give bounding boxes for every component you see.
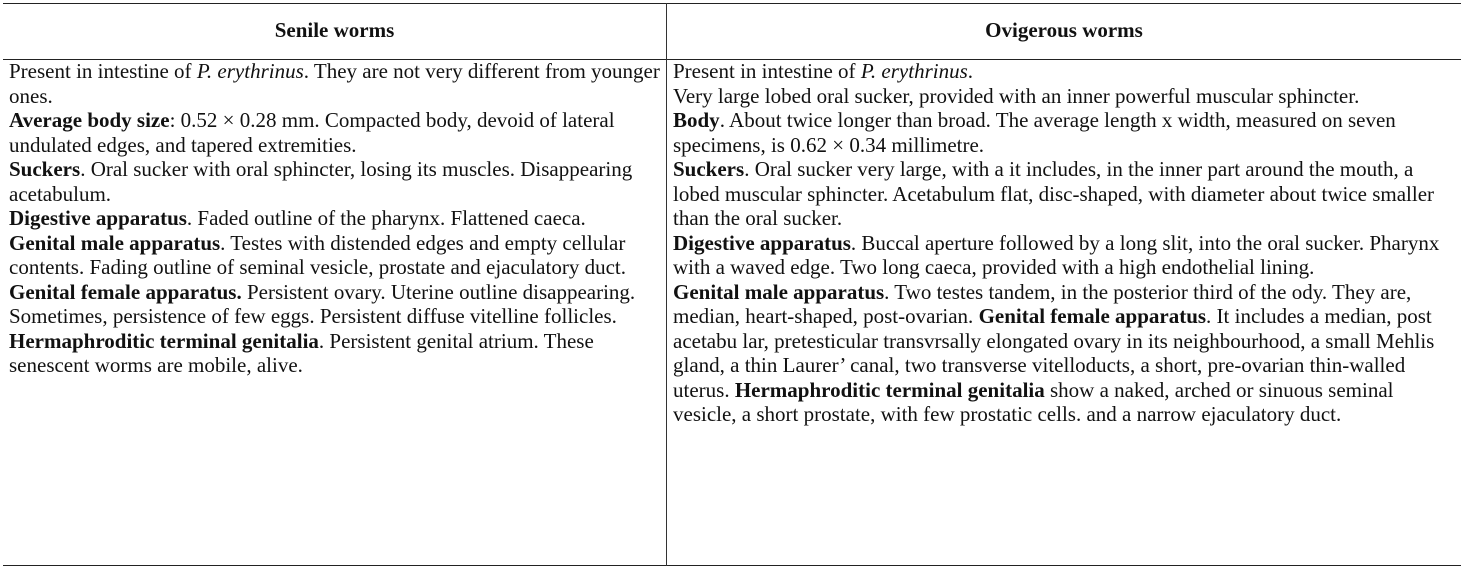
digestive-label: Digestive apparatus [9, 206, 187, 230]
senile-digestive [9, 206, 661, 231]
suckers-text: . Oral sucker with oral sphincter, losing its muscles. Disappearing acetabulum. [9, 157, 633, 206]
senile-hermaphroditic [9, 329, 661, 378]
ovigerous-body [673, 108, 1459, 157]
header-ovigerous-worms: Ovigerous worms [985, 18, 1143, 42]
male-apparatus-label: Genital male apparatus [673, 279, 885, 304]
male-apparatus-label: Genital male apparatus [9, 230, 221, 255]
senile-worms-cell [9, 59, 661, 378]
female-apparatus-label: Genital female apparatus. [9, 279, 242, 304]
ovigerous-oral-sucker: Very large lobed oral sucker, provided with an inner powerful muscular sphincter. [673, 83, 1360, 108]
ovigerous-genital [673, 280, 1459, 427]
hermaphroditic-text: show a naked, arched or sinuous seminal vesicle, a short prostate, with few prostatic cells. and a narrow ejaculatory duct. [673, 377, 1394, 426]
hermaphroditic-label: Hermaphroditic terminal genitalia [9, 328, 319, 353]
hermaphroditic-label: Hermaphroditic terminal genitalia [734, 377, 1045, 402]
table-bottom-rule [3, 565, 1461, 566]
header-senile-worms: Senile worms [274, 18, 395, 42]
body-size-label: Average body size [9, 108, 170, 132]
male-apparatus-text: . Two testes tandem, in the posterior third of the ody. They are, median, heart-shaped, post-ovarian. [673, 279, 1412, 328]
senile-body-size [9, 108, 661, 157]
female-apparatus-label: Genital female apparatus [978, 304, 1207, 328]
species-name: P. erythrinus [860, 59, 968, 83]
table-top-rule [3, 3, 1461, 4]
senile-intro [9, 59, 661, 108]
senile-male [9, 231, 661, 280]
suckers-label: Suckers [673, 157, 745, 181]
suckers-text: . Oral sucker very large, with a it includes, in the inner part around the mouth, a lobed muscular sphincter. Acetabulum flat, disc-shaped, with diameter about twice smaller than the oral sucker. [673, 157, 1435, 230]
comparison-table [3, 3, 1461, 569]
digestive-label: Digestive apparatus [673, 230, 851, 255]
female-apparatus-text: . It includes a median, post acetabu lar, pretesticular transvrsally elongated ovary in its neighbourhood, a small Mehlis gland, a thin Laurer’ canal, two transverse vitelloducts, a short, pre-ovarian thin-walled uterus. [673, 304, 1435, 402]
intro-text-end: . They are not very different from younger ones. [9, 59, 660, 108]
suckers-label: Suckers [9, 157, 81, 181]
senile-suckers [9, 157, 661, 206]
intro-text: Present in intestine of [9, 59, 197, 83]
female-apparatus-text: Persistent ovary. Uterine outline disappearing. Sometimes, persistence of few eggs. Persistent diffuse vitelline follicles. [9, 279, 636, 328]
intro-text: Present in intestine of [673, 59, 861, 83]
male-apparatus-text: . Testes with distended edges and empty cellular contents. Fading outline of seminal vesicle, prostate and ejaculatory duct. [9, 230, 626, 279]
body-size-text: : 0.52 × 0.28 mm. Compacted body, devoid of lateral undulated edges, and tapered extremities. [9, 108, 615, 157]
intro-text-end: . [967, 59, 974, 83]
body-label: Body [673, 108, 720, 132]
digestive-text: . Buccal aperture followed by a long slit, into the oral sucker. Pharynx with a waved edge. Two long caeca, provided with a high endothelial lining. [673, 230, 1440, 279]
digestive-text: . Faded outline of the pharynx. Flattened caeca. [186, 206, 586, 230]
column-divider [666, 3, 667, 566]
hermaphroditic-text: . Persistent genital atrium. These senescent worms are mobile, alive. [9, 328, 594, 377]
body-text: . About twice longer than broad. The average length x width, measured on seven specimens, is 0.62 × 0.34 millimetre. [673, 108, 1396, 157]
senile-female [9, 280, 661, 329]
ovigerous-digestive [673, 231, 1459, 280]
ovigerous-suckers [673, 157, 1459, 231]
ovigerous-worms-cell [673, 59, 1459, 427]
species-name: P. erythrinus [196, 59, 304, 83]
ovigerous-intro [673, 59, 1459, 84]
